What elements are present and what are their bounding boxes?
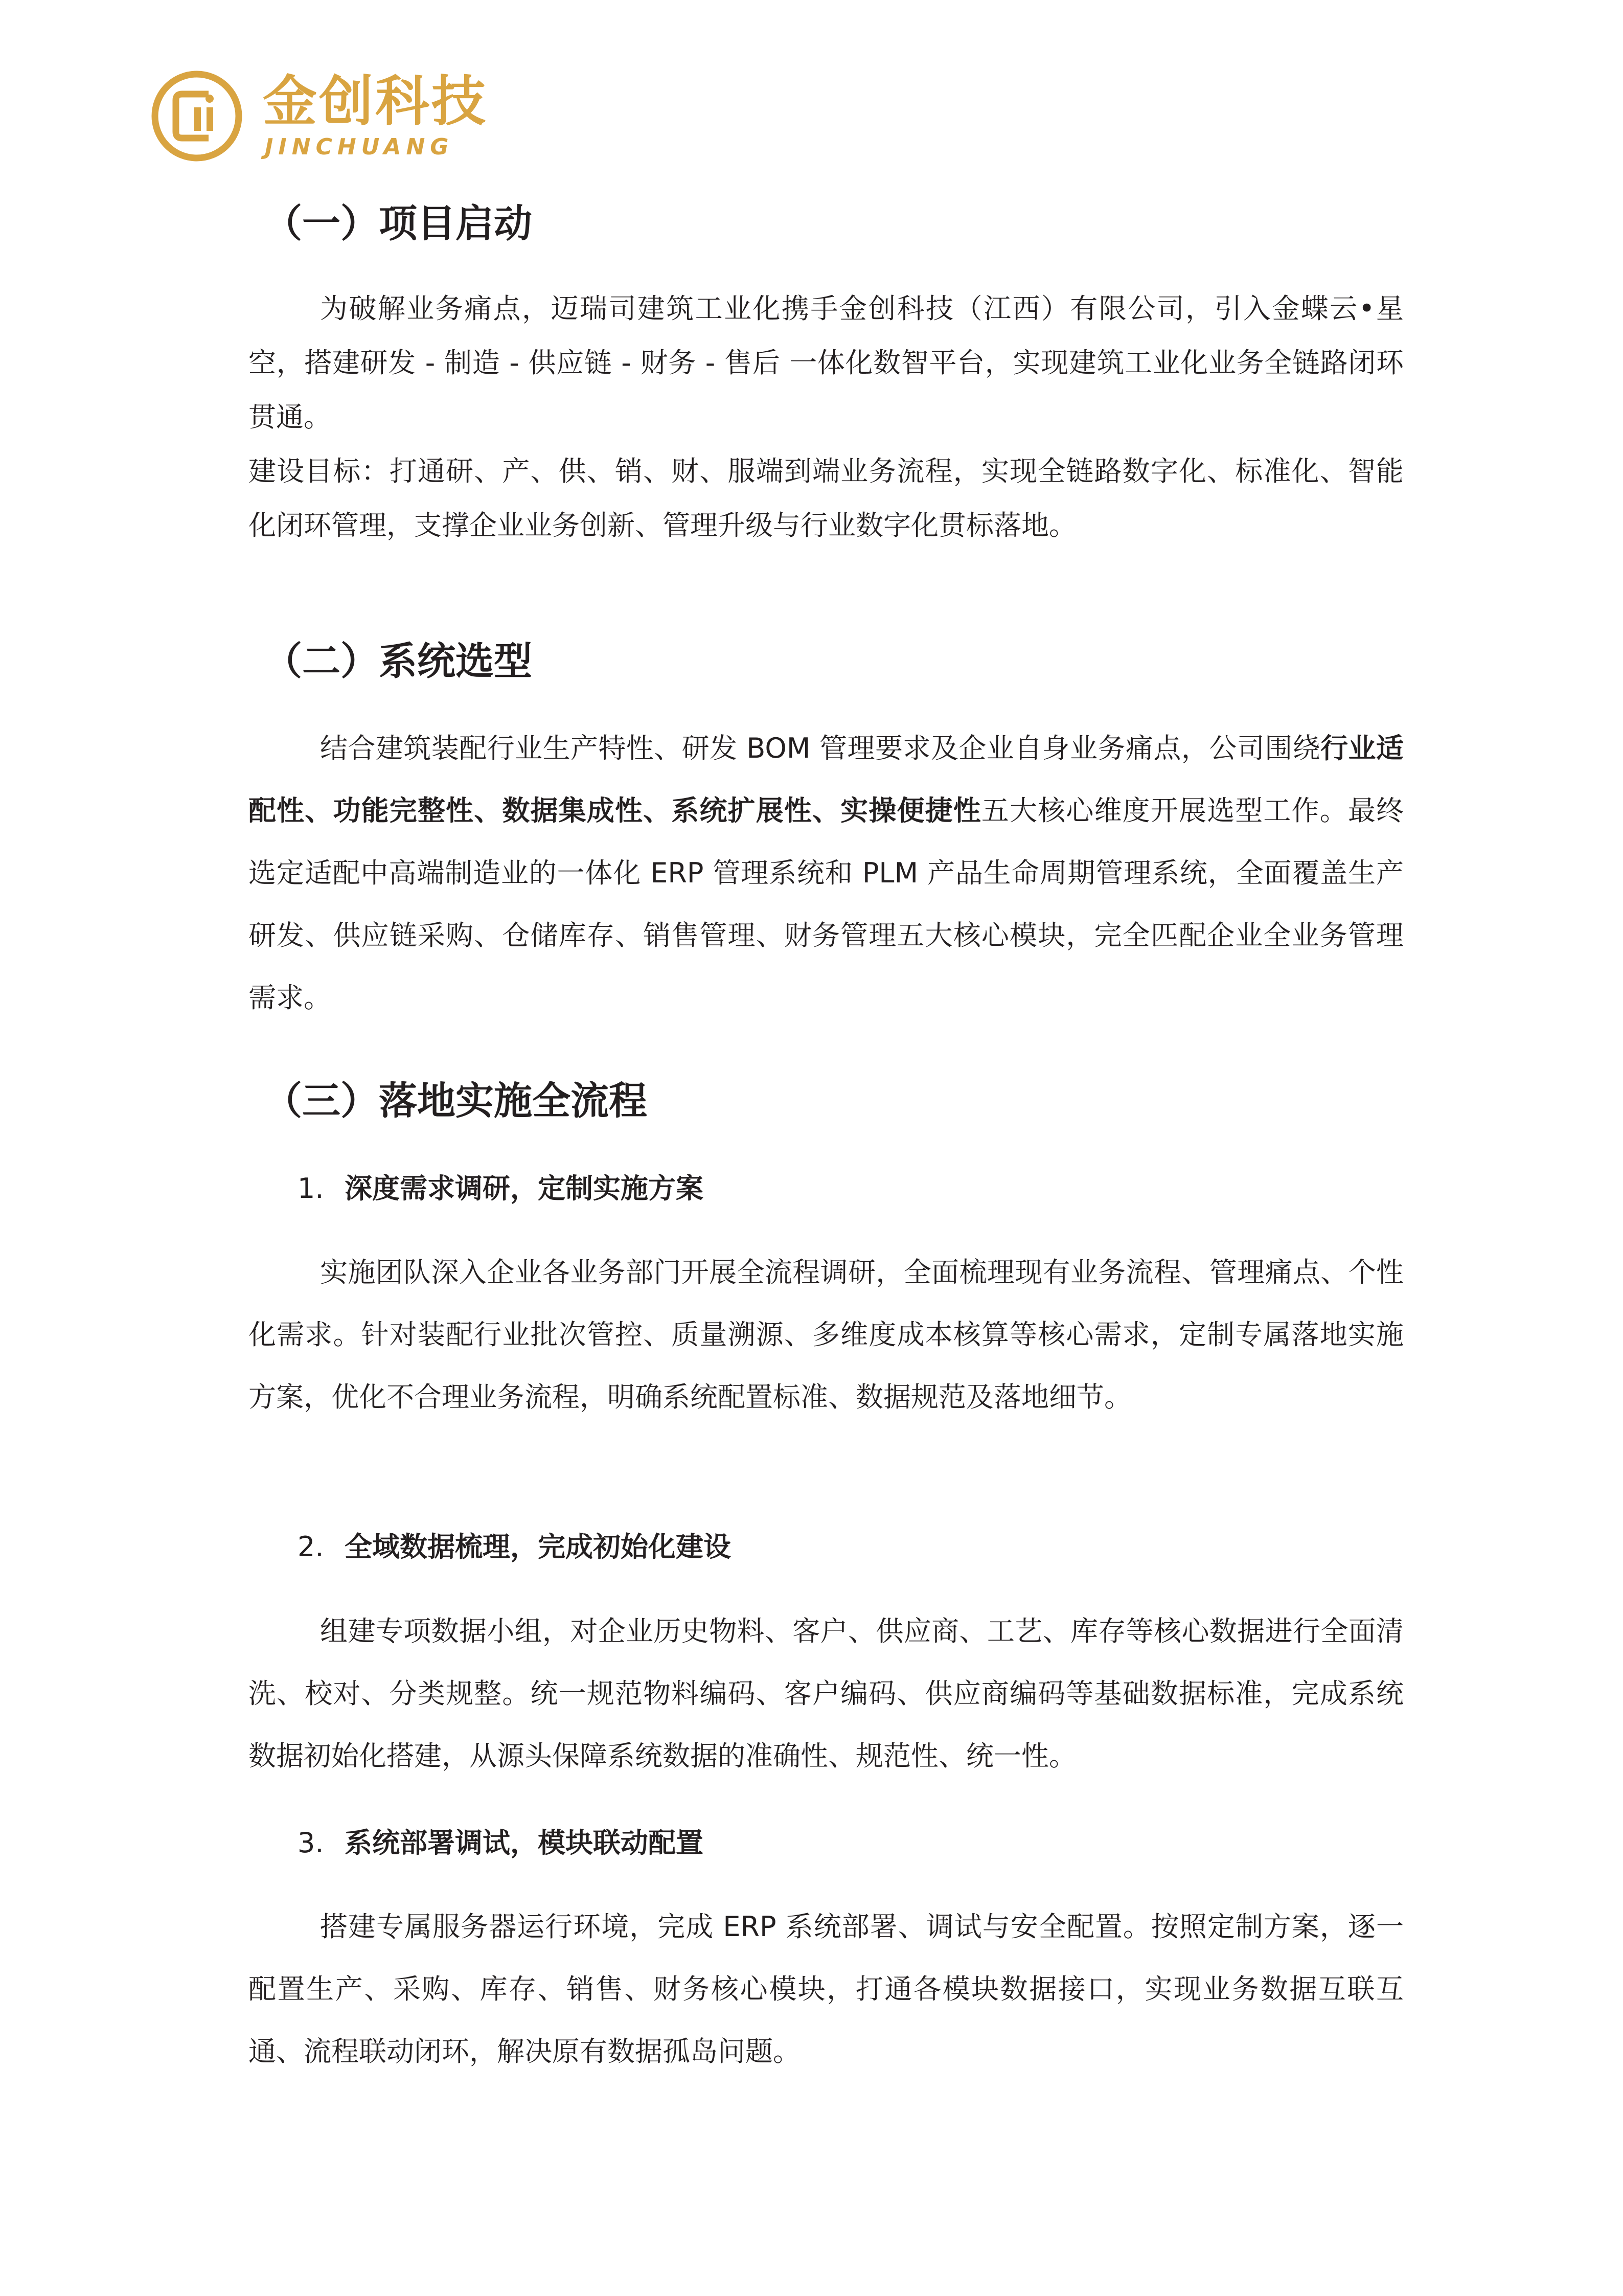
- jinchuang-logo-icon: [151, 71, 242, 162]
- logo-english-name: JINCHUANG: [265, 134, 454, 160]
- step-3-title: [298, 1829, 703, 1857]
- section2-paragraph: [248, 717, 1404, 1029]
- step-2-heading: 全域数据梳理，完成初始化建设: [345, 1531, 731, 1563]
- section2-text-end: 五大核心维度开展选型工作。最终选定适配中高端制造业的一体化 ERP 管理系统和 PLM 产品生命周期管理系统，全面覆盖生产研发、供应链采购、仓储库存、销售管理、财务管理五大核心模块，完全匹配企业全业务管理需求。: [248, 794, 1404, 1014]
- logo-chinese-name: 金创科技: [263, 70, 488, 133]
- step-3-number: 3.: [298, 1827, 324, 1859]
- step-2-title: [298, 1533, 731, 1561]
- step-3-paragraph: 搭建专属服务器运行环境，完成 ERP 系统部署、调试与安全配置。按照定制方案，逐一配置生产、采购、库存、销售、财务核心模块，打通各模块数据接口，实现业务数据互联互通、流程联动闭环，解决原有数据孤岛问题。: [248, 1911, 1404, 2067]
- section2-key-dimensions: 行业适配性、功能完整性、数据集成性、系统扩展性、实操便捷性: [248, 732, 1404, 827]
- step-1-paragraph: 实施团队深入企业各业务部门开展全流程调研，全面梳理现有业务流程、管理痛点、个性化需求。针对装配行业批次管控、质量溯源、多维度成本核算等核心需求，定制专属落地实施方案，优化不合理业务流程，明确系统配置标准、数据规范及落地细节。: [248, 1256, 1404, 1413]
- step-1-title: [298, 1172, 703, 1204]
- step-1-heading: 深度需求调研，定制实施方案: [345, 1172, 703, 1204]
- step-2-paragraph: 组建专项数据小组，对企业历史物料、客户、供应商、工艺、库存等核心数据进行全面清洗、校对、分类规整。统一规范物料编码、客户编码、供应商编码等基础数据标准，完成系统数据初始化搭建，从源头保障系统数据的准确性、规范性、统一性。: [248, 1615, 1404, 1772]
- section2-text-start: 结合建筑装配行业生产特性、研发 BOM 管理要求及企业自身业务痛点，公司围绕: [320, 732, 1321, 764]
- section-title-project-start: （一）项目启动: [264, 201, 533, 246]
- step-3-heading: 系统部署调试，模块联动配置: [345, 1827, 703, 1859]
- section1-paragraph: 为破解业务痛点，迈瑞司建筑工业化携手金创科技（江西）有限公司，引入金蝶云•星空，搭建研发 - 制造 - 供应链 - 财务 - 售后 一体化数智平台，实现建筑工业化业务全链路闭环贯通。: [248, 292, 1404, 433]
- step-1-number: 1.: [298, 1172, 324, 1204]
- step-2-number: 2.: [298, 1531, 324, 1563]
- section-title-system-selection: （二）系统选型: [264, 639, 533, 684]
- section-title-implementation: （三）落地实施全流程: [264, 1078, 648, 1123]
- section1-goal-paragraph: 建设目标：打通研、产、供、销、财、服端到端业务流程，实现全链路数字化、标准化、智能化闭环管理，支撑企业业务创新、管理升级与行业数字化贯标落地。: [248, 455, 1404, 541]
- company-logo: [151, 71, 509, 168]
